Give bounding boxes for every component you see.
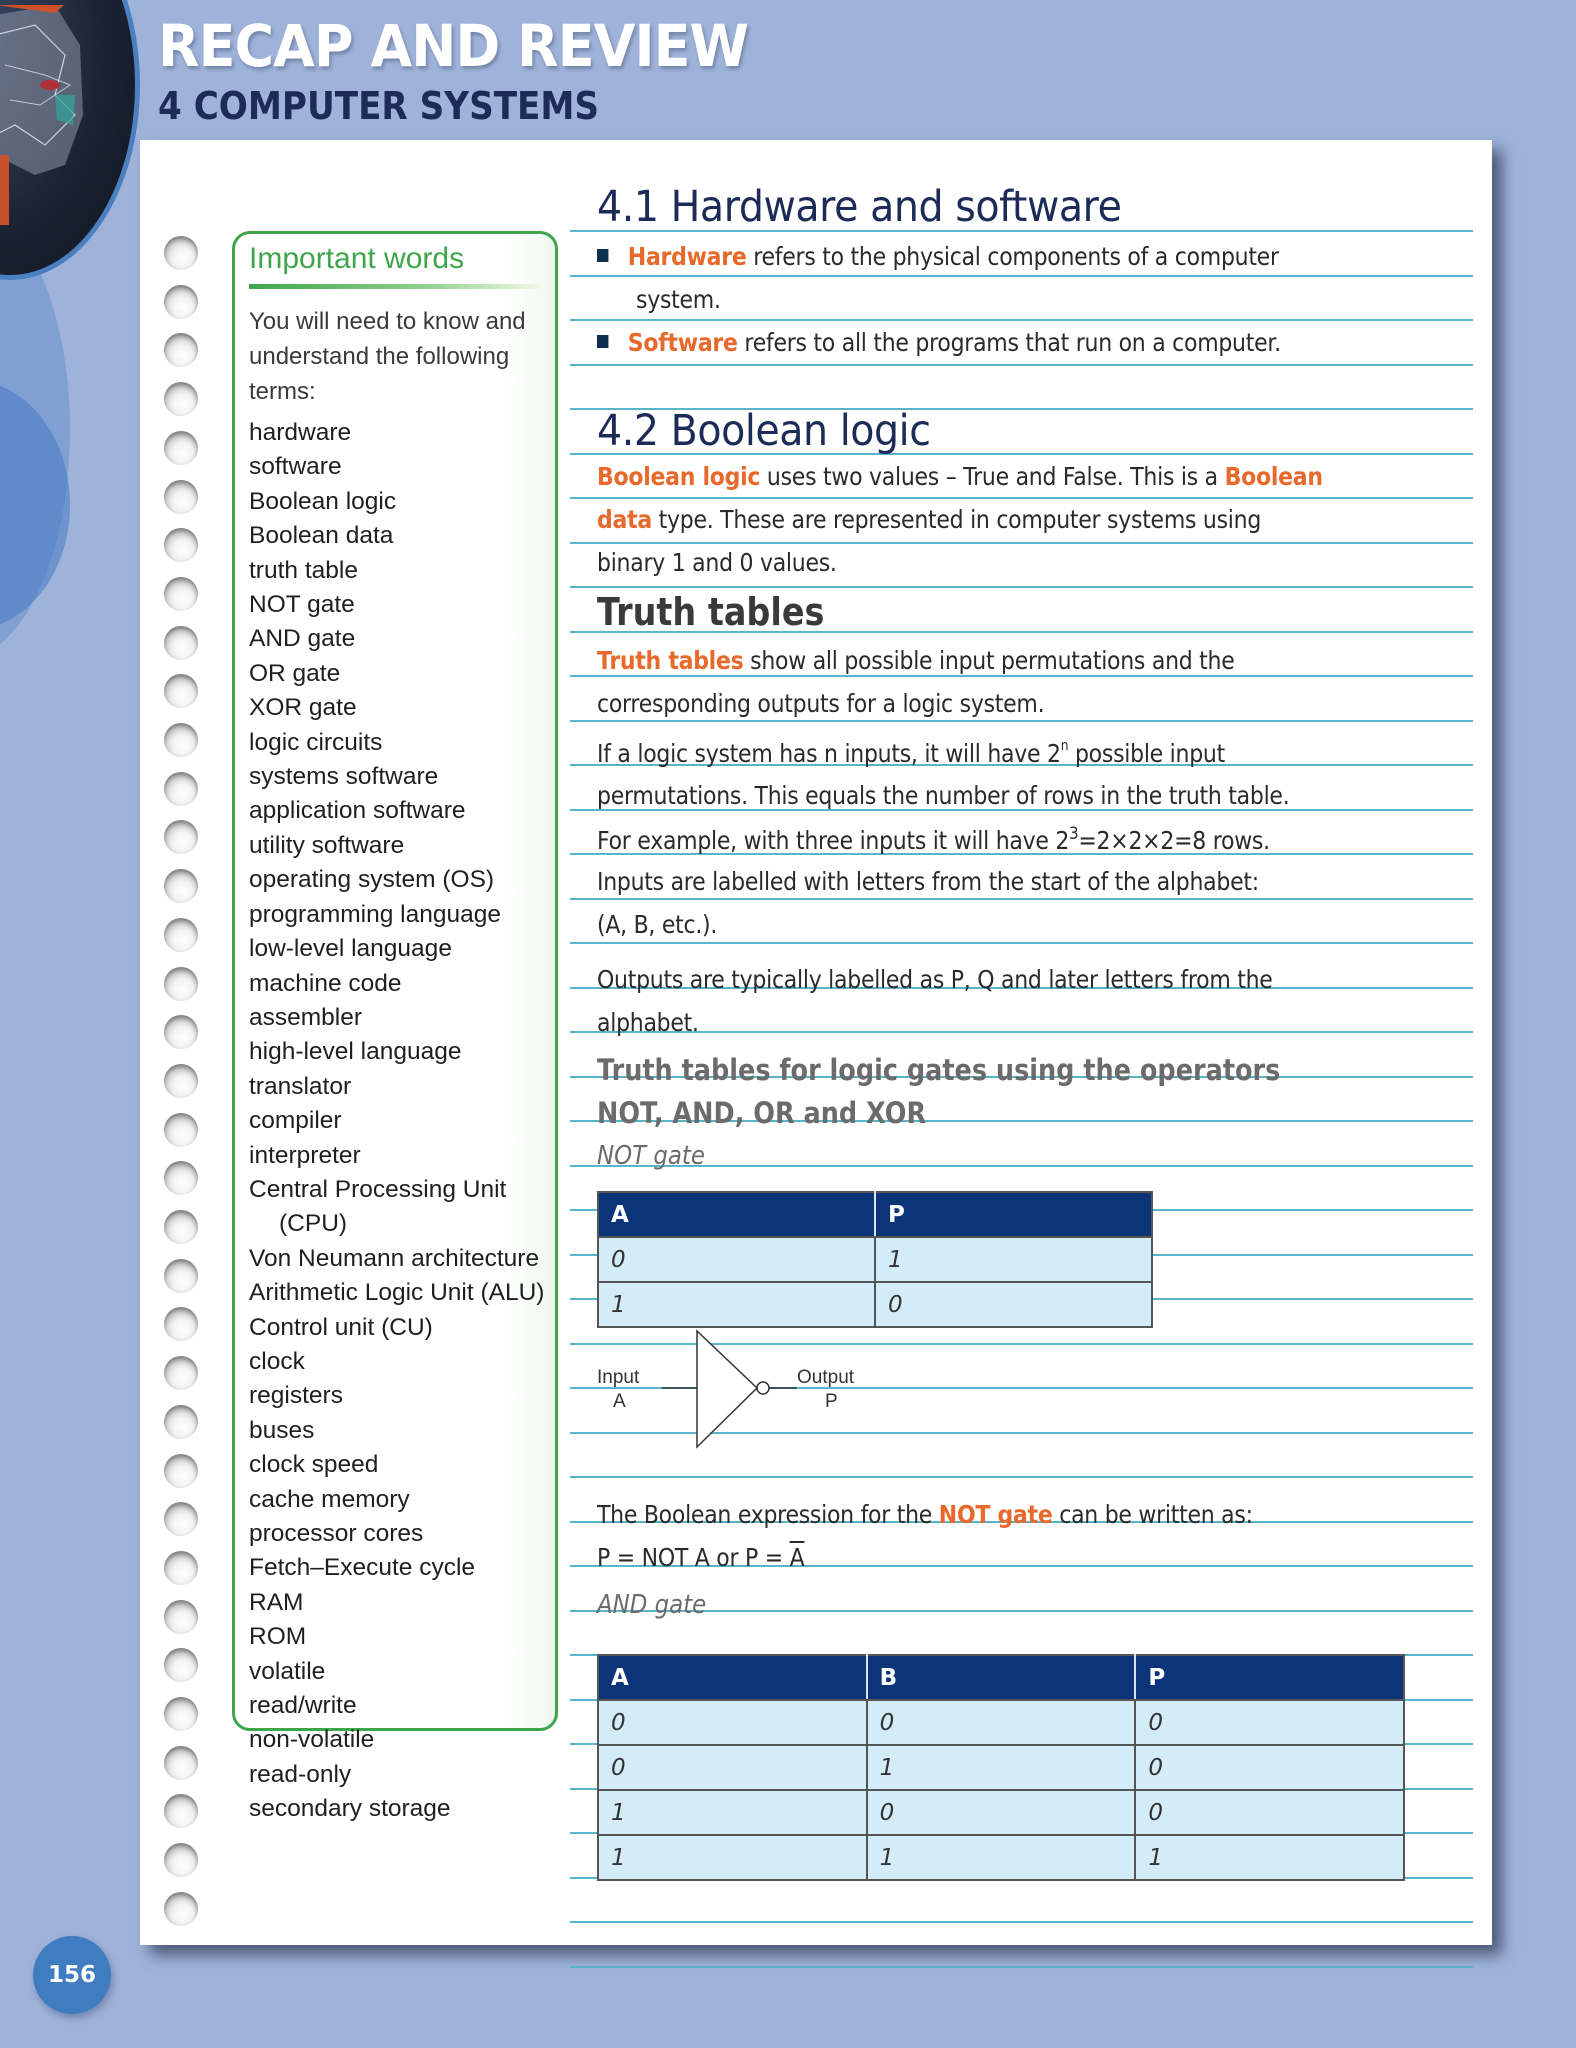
- binding-ring: [164, 1307, 198, 1341]
- text: If a logic system has n inputs, it will have 2: [597, 739, 1061, 768]
- important-words-title: Important words: [249, 242, 465, 275]
- bullet-text: refers to the physical components of a computer: [746, 242, 1279, 271]
- binding-ring: [164, 236, 198, 270]
- ruled-line: [570, 720, 1473, 722]
- table-cell: 0: [1135, 1700, 1404, 1745]
- column-header: B: [867, 1655, 1136, 1700]
- term-item: systems software: [249, 763, 439, 791]
- term-item: processor cores: [249, 1520, 424, 1547]
- bullet-hardware-cont: system.: [636, 285, 721, 314]
- term-item: Boolean data: [249, 522, 394, 550]
- output-name: P: [825, 1391, 838, 1412]
- column-header: P: [1135, 1655, 1404, 1700]
- keyword: Software: [627, 328, 738, 357]
- title-underline: [249, 284, 539, 289]
- inputs-line-2: permutations. This equals the number of rows in the truth table.: [597, 781, 1290, 810]
- outputs-line-1: Outputs are typically labelled as P, Q and later letters from the: [597, 965, 1273, 994]
- boolean-intro-line-2: [597, 505, 1261, 534]
- bullet-icon: [597, 249, 608, 262]
- binding-ring: [164, 1064, 198, 1098]
- boolean-intro-line-1: [597, 462, 1323, 491]
- binding-ring: [164, 1600, 198, 1634]
- binding-ring: [164, 674, 198, 708]
- inputs-line-3: [597, 824, 1270, 855]
- binding-ring: [164, 723, 198, 757]
- text: =2×2×2=8 rows.: [1078, 826, 1270, 855]
- not-gate-diagram: [597, 1326, 957, 1456]
- inputs-line-4: Inputs are labelled with letters from the start of the alphabet:: [597, 867, 1259, 896]
- table-cell: 0: [875, 1282, 1152, 1327]
- term-item: interpreter: [249, 1141, 361, 1169]
- keyword: NOT gate: [938, 1500, 1053, 1529]
- ruled-line: [570, 1031, 1473, 1033]
- term-item: Von Neumann architecture: [249, 1244, 540, 1272]
- not-truth-table: [597, 1191, 1153, 1328]
- inverter-bubble: [757, 1382, 769, 1394]
- term-item: translator: [249, 1072, 352, 1100]
- table-cell: 0: [598, 1745, 867, 1790]
- and-gate-label: AND gate: [597, 1590, 707, 1620]
- binding-ring: [164, 772, 198, 806]
- binding-ring: [164, 1210, 198, 1244]
- table-cell: 1: [875, 1237, 1152, 1282]
- binding-ring: [164, 967, 198, 1001]
- important-words-box: [232, 231, 558, 1823]
- binding-ring: [164, 1551, 198, 1585]
- binding-ring: [164, 577, 198, 611]
- ruled-line: [570, 1966, 1473, 1968]
- keyword: data: [597, 505, 652, 534]
- table-cell: 1: [867, 1835, 1136, 1880]
- table-cell: 0: [598, 1237, 875, 1282]
- truth-tables-heading: Truth tables: [597, 590, 825, 634]
- term-item: logic circuits: [249, 728, 383, 756]
- table-cell: 1: [598, 1282, 875, 1327]
- ruled-line: [570, 1165, 1473, 1167]
- binding-ring: [164, 1746, 198, 1780]
- important-words-intro: You will need to know and understand the following terms:: [249, 308, 526, 405]
- binding-ring: [164, 1794, 198, 1828]
- binding-ring: [164, 480, 198, 514]
- ruled-line: [570, 942, 1473, 944]
- binding-ring: [164, 1502, 198, 1536]
- table-cell: 1: [598, 1790, 867, 1835]
- text: P = NOT A or P =: [597, 1543, 790, 1572]
- binding-ring: [164, 431, 198, 465]
- binding-ring: [164, 333, 198, 367]
- bullet-icon: [597, 335, 608, 348]
- term-item: clock: [249, 1347, 305, 1375]
- operators-heading-line-2: NOT, AND, OR and XOR: [597, 1096, 927, 1130]
- binding-ring: [164, 918, 198, 952]
- term-item: cache memory: [249, 1485, 410, 1513]
- table-row: [598, 1835, 1404, 1880]
- binding-ring: [164, 1648, 198, 1682]
- text: type. These are represented in computer systems using: [651, 505, 1262, 534]
- table-row: [598, 1237, 1152, 1282]
- ruled-line: [570, 275, 1473, 277]
- section-heading-4-2: 4.2 Boolean logic: [597, 406, 931, 456]
- ruled-line: [570, 1921, 1473, 1923]
- term-item: Central Processing Unit (CPU): [249, 1175, 507, 1238]
- term-item: compiler: [249, 1107, 342, 1135]
- not-expression: [597, 1543, 804, 1572]
- inputs-line-1: [597, 738, 1225, 768]
- table-cell: 0: [1135, 1790, 1404, 1835]
- table-row: [598, 1700, 1404, 1745]
- text: show all possible input permutations and the: [743, 646, 1235, 675]
- term-item: machine code: [249, 969, 402, 997]
- input-label: Input: [597, 1367, 640, 1388]
- inputs-line-5: (A, B, etc.).: [597, 910, 718, 939]
- text: can be written as:: [1052, 1500, 1253, 1529]
- term-item: read/write: [249, 1692, 357, 1720]
- binding-ring: [164, 626, 198, 660]
- text: uses two values – True and False. This is a: [760, 462, 1225, 491]
- not-gate-label: NOT gate: [597, 1141, 705, 1171]
- notebook-page: [140, 140, 1492, 1945]
- term-item: utility software: [249, 831, 405, 859]
- term-item: read-only: [249, 1760, 352, 1788]
- term-item: low-level language: [249, 935, 452, 963]
- term-item: high-level language: [249, 1038, 462, 1066]
- table-cell: 0: [598, 1700, 867, 1745]
- column-header: P: [875, 1192, 1152, 1237]
- term-item: registers: [249, 1382, 343, 1410]
- term-item: programming language: [249, 900, 501, 928]
- bullet-text: refers to all the programs that run on a computer.: [737, 328, 1281, 357]
- term-item: OR gate: [249, 659, 341, 687]
- ruled-line: [570, 497, 1473, 499]
- superscript: 3: [1069, 824, 1079, 844]
- page-number: 156: [33, 1936, 111, 2014]
- term-item: NOT gate: [249, 591, 355, 619]
- and-truth-table: [597, 1654, 1405, 1881]
- column-header: A: [598, 1192, 875, 1237]
- section-heading-4-1: 4.1 Hardware and software: [597, 182, 1122, 232]
- input-name: A: [613, 1391, 626, 1412]
- table-row: [598, 1790, 1404, 1835]
- keyword: Hardware: [627, 242, 747, 271]
- term-item: RAM: [249, 1588, 304, 1616]
- table-row: [598, 1282, 1152, 1327]
- ruled-line: [570, 1476, 1473, 1478]
- ruled-line: [570, 364, 1473, 366]
- ruled-line: [570, 586, 1473, 588]
- binding-ring: [164, 285, 198, 319]
- term-item: AND gate: [249, 625, 356, 653]
- keyword: Truth tables: [597, 646, 744, 675]
- ruled-line: [570, 542, 1473, 544]
- binding-ring: [164, 1454, 198, 1488]
- term-item: buses: [249, 1416, 315, 1444]
- term-item: clock speed: [249, 1451, 379, 1479]
- keyword: Boolean logic: [597, 462, 761, 491]
- binding-ring: [164, 1697, 198, 1731]
- term-item: Fetch–Execute cycle: [249, 1554, 476, 1582]
- table-cell: 0: [1135, 1745, 1404, 1790]
- binding-ring: [164, 382, 198, 416]
- binding-ring: [164, 1843, 198, 1877]
- binding-ring: [164, 1161, 198, 1195]
- a-bar: $\overline{A}$: [789, 1543, 805, 1572]
- binding-ring: [164, 1356, 198, 1390]
- binding-ring: [164, 820, 198, 854]
- term-item: Control unit (CU): [249, 1313, 433, 1341]
- boolean-intro-line-3: binary 1 and 0 values.: [597, 548, 837, 577]
- term-item: truth table: [249, 556, 358, 584]
- truth-tables-def-1: [597, 646, 1234, 675]
- term-item: assembler: [249, 1003, 363, 1031]
- table-cell: 1: [598, 1835, 867, 1880]
- binding-ring: [164, 869, 198, 903]
- table-row: [598, 1745, 1404, 1790]
- binding-ring: [164, 1113, 198, 1147]
- binding-ring: [164, 1405, 198, 1439]
- term-item: secondary storage: [249, 1795, 451, 1823]
- table-cell: 1: [867, 1745, 1136, 1790]
- text: The Boolean expression for the: [597, 1500, 939, 1529]
- text: possible input: [1068, 739, 1225, 768]
- outputs-line-2: alphabet.: [597, 1008, 699, 1037]
- superscript: n: [1060, 738, 1069, 754]
- bullet-hardware: [597, 242, 1279, 271]
- table-cell: 1: [1135, 1835, 1404, 1880]
- term-item: application software: [249, 797, 466, 825]
- not-expression-text: [597, 1500, 1253, 1529]
- binding-ring: [164, 1259, 198, 1293]
- ruled-line: [570, 319, 1473, 321]
- ruled-line: [570, 898, 1473, 900]
- term-item: operating system (OS): [249, 866, 495, 894]
- binding-ring: [164, 528, 198, 562]
- term-item: ROM: [249, 1623, 307, 1651]
- page-title: RECAP AND REVIEW: [158, 12, 749, 80]
- binding-ring: [164, 1015, 198, 1049]
- term-item: Boolean logic: [249, 487, 397, 515]
- table-header-row: [598, 1192, 1152, 1237]
- text: For example, with three inputs it will have 2: [597, 826, 1070, 855]
- keyword: Boolean: [1224, 462, 1323, 491]
- term-item: volatile: [249, 1657, 326, 1685]
- term-item: hardware: [249, 419, 352, 446]
- term-item: XOR gate: [249, 694, 357, 722]
- term-item: Arithmetic Logic Unit (ALU): [249, 1279, 545, 1307]
- term-item: software: [249, 453, 342, 481]
- not-gate-triangle: [697, 1331, 757, 1447]
- table-header-row: [598, 1655, 1404, 1700]
- terms-list: [249, 416, 549, 1827]
- truth-tables-def-2: corresponding outputs for a logic system.: [597, 689, 1045, 718]
- ruled-line: [570, 675, 1473, 677]
- bullet-software: [597, 328, 1281, 357]
- column-header: A: [598, 1655, 867, 1700]
- term-item: non-volatile: [249, 1726, 375, 1754]
- output-label: Output: [797, 1367, 855, 1388]
- table-cell: 0: [867, 1700, 1136, 1745]
- chapter-subtitle: 4 COMPUTER SYSTEMS: [158, 84, 600, 128]
- digital-face-image: [0, 0, 140, 280]
- binding-ring: [164, 1892, 198, 1926]
- wireframe-face-icon: [0, 5, 125, 245]
- table-cell: 0: [867, 1790, 1136, 1835]
- operators-heading-line-1: Truth tables for logic gates using the operators: [597, 1053, 1281, 1087]
